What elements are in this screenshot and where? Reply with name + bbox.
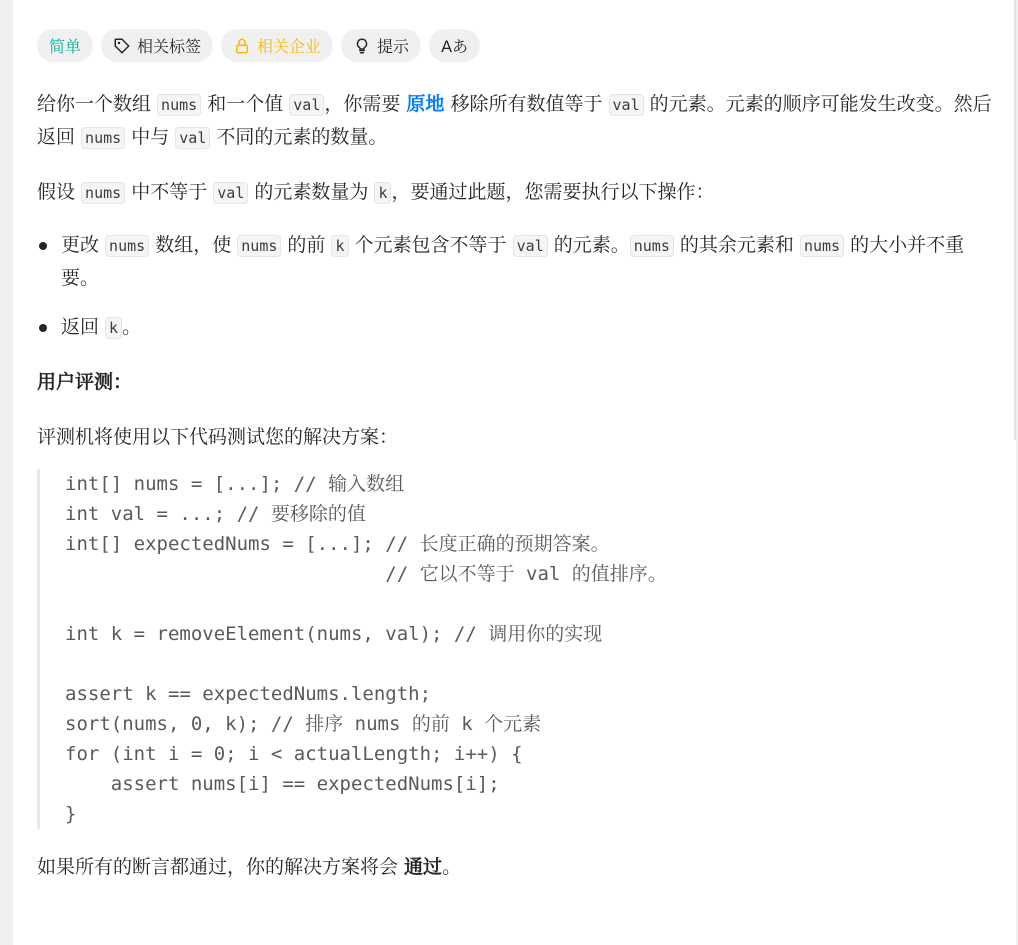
inline-code: val xyxy=(289,94,324,116)
text: 的元素数量为 xyxy=(248,181,375,203)
tag-bar xyxy=(37,29,480,62)
judge-intro: 评测机将使用以下代码测试您的解决方案： xyxy=(37,426,399,448)
text: 的其余元素和 xyxy=(673,234,800,256)
final-paragraph xyxy=(37,851,992,883)
lightbulb-icon xyxy=(353,37,371,55)
related-companies-label: 相关企业 xyxy=(257,37,322,56)
text: 。 xyxy=(122,316,142,338)
tag-icon xyxy=(113,37,131,55)
text: 数组，使 xyxy=(149,234,238,256)
in-place-link[interactable]: 原地 xyxy=(406,93,445,115)
inline-code: val xyxy=(213,182,248,204)
text: 个元素包含不等于 xyxy=(348,234,513,256)
text: 的大小并不重要。 xyxy=(61,234,965,289)
inline-code: k xyxy=(374,182,391,204)
inline-code: nums xyxy=(81,182,125,204)
text: 移除所有数值等于 xyxy=(444,93,609,115)
related-companies-button[interactable] xyxy=(221,29,333,62)
inline-code: val xyxy=(513,235,548,257)
hint-button[interactable] xyxy=(341,29,421,62)
text: 更改 xyxy=(61,234,106,256)
hint-label: 提示 xyxy=(377,37,410,56)
text: 和一个值 xyxy=(201,93,290,115)
text: ，要通过此题，您需要执行以下操作： xyxy=(391,181,715,203)
inline-code: val xyxy=(609,94,644,116)
text: 返回 xyxy=(61,316,106,338)
inline-code: nums xyxy=(105,235,149,257)
inline-code: nums xyxy=(81,127,125,149)
inline-code: val xyxy=(175,127,210,149)
text: 如果所有的断言都通过，你的解决方案将会 xyxy=(37,856,405,878)
user-evaluation-heading: 用户评测： xyxy=(37,371,133,393)
text: 假设 xyxy=(37,181,82,203)
text: 中不等于 xyxy=(125,181,214,203)
translate-button[interactable] xyxy=(429,29,480,62)
text: 的元素。 xyxy=(547,234,630,256)
text: 中与 xyxy=(125,126,176,148)
description-paragraph-1 xyxy=(37,88,992,154)
difficulty-label: 简单 xyxy=(49,37,82,56)
text: 的前 xyxy=(281,234,332,256)
inline-code: nums xyxy=(800,235,844,257)
text: ，你需要 xyxy=(324,93,407,115)
requirements-list xyxy=(37,229,992,344)
text: 给你一个数组 xyxy=(37,93,158,115)
inline-code: nums xyxy=(237,235,281,257)
inline-code: k xyxy=(331,235,348,257)
lock-icon xyxy=(233,37,251,55)
list-item xyxy=(37,311,992,344)
related-tags-label: 相关标签 xyxy=(137,37,202,56)
difficulty-tag[interactable] xyxy=(37,29,93,62)
code-content: int[] nums = [...]; // 输入数组 int val = ...; // 要移除的值 int[] expectedNums = [...]; // 长度正确的预期答案。 // 它以不等于 val 的值排序。 int k = removeElement(nums, val); // 调用你的实现 assert k == expectedNums.length; sort(nums, 0, k); // 排序 nums 的前 k 个元素 for (int i = 0; i < actualLength; i++) { assert nums[i] == expectedNums[i]; } xyxy=(65,473,667,825)
description-paragraph-2 xyxy=(37,176,992,209)
text: 。 xyxy=(442,856,462,878)
related-tags-button[interactable] xyxy=(101,29,213,62)
scrollbar[interactable] xyxy=(1014,0,1016,440)
inline-code: k xyxy=(105,317,122,339)
code-block xyxy=(37,469,992,829)
list-item xyxy=(37,229,992,294)
text: 不同的元素的数量。 xyxy=(210,126,388,148)
inline-code: nums xyxy=(157,94,201,116)
inline-code: nums xyxy=(630,235,674,257)
problem-description-panel xyxy=(13,0,1016,945)
problem-content xyxy=(37,88,992,883)
text: 的元素。元素的顺序可能发生改变。然后返回 xyxy=(37,93,992,148)
translate-icon: Aあ xyxy=(441,37,469,56)
bold-text: 通过 xyxy=(404,856,443,878)
